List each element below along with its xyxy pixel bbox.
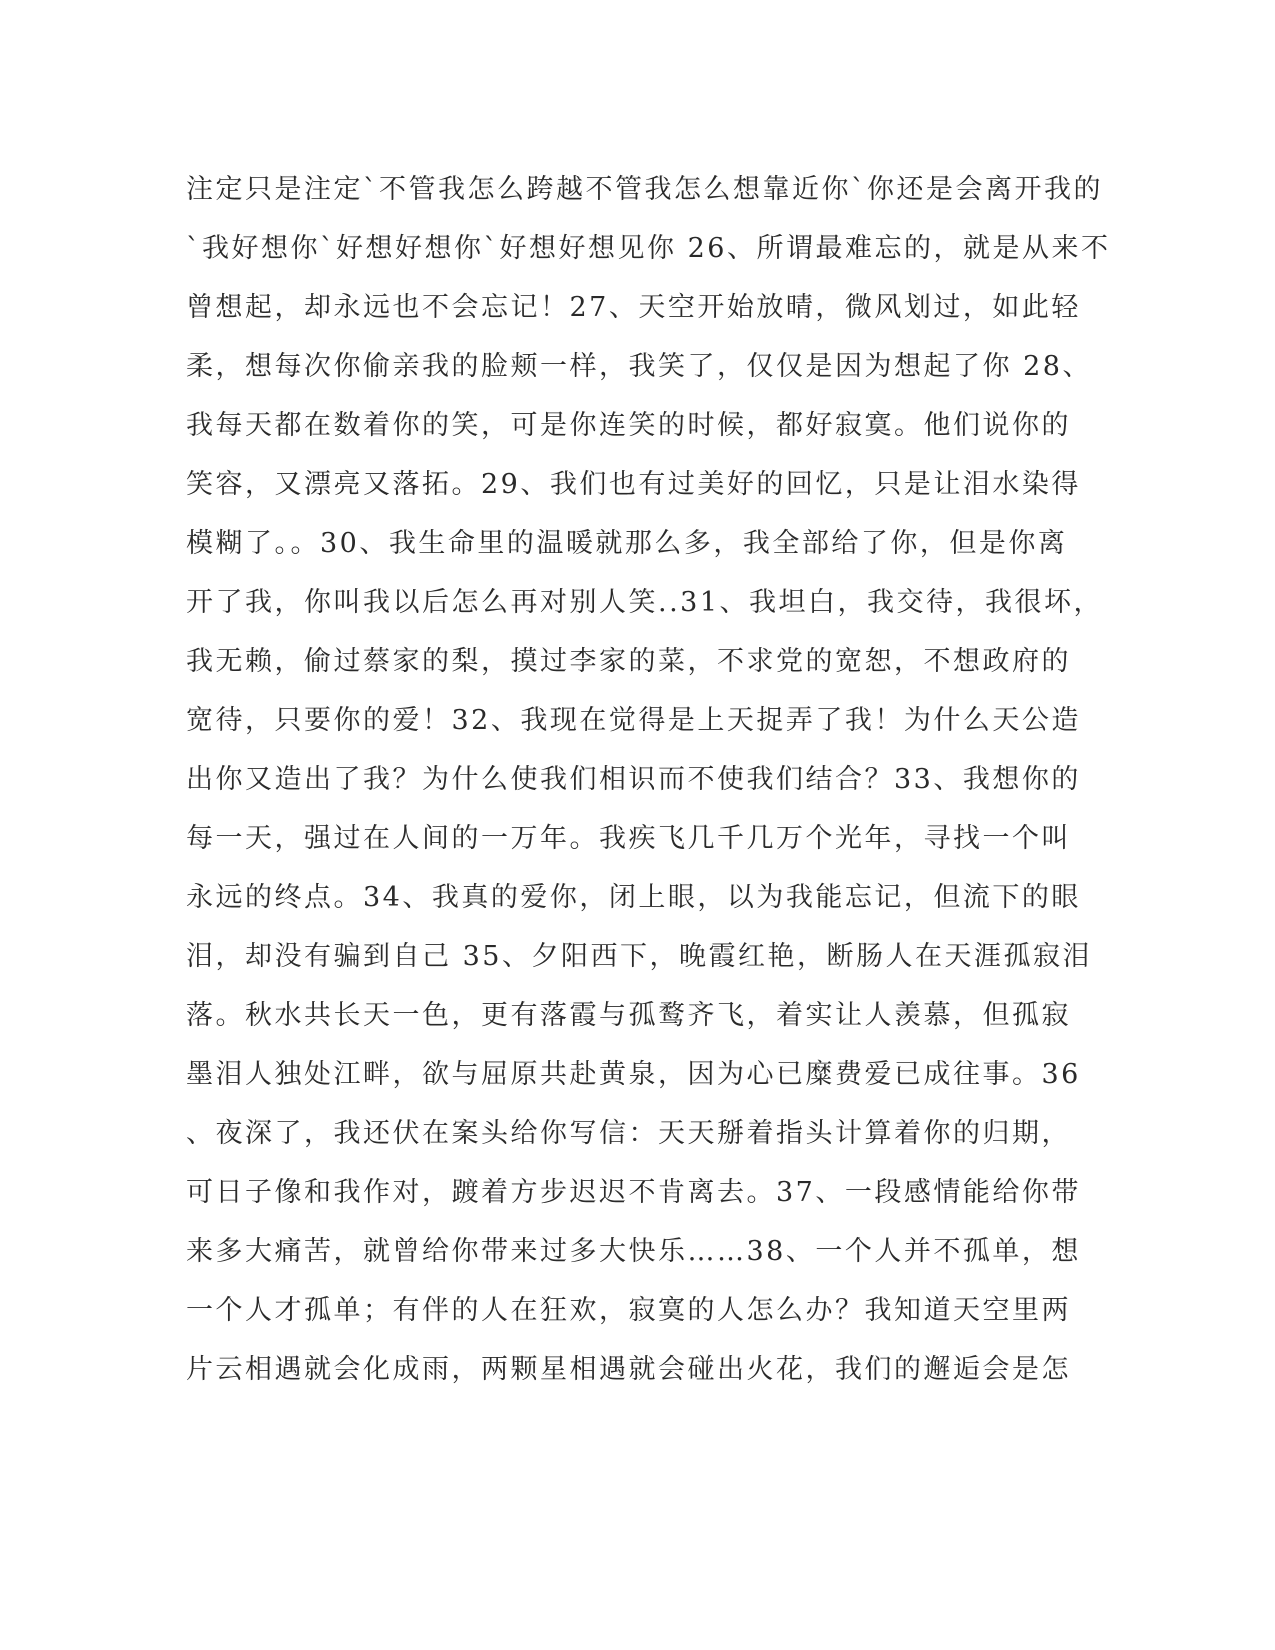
body-text <box>186 160 1111 1399</box>
text-line: 注定只是注定`不管我怎么跨越不管我怎么想靠近你`你还是会离开我的 <box>186 174 1103 205</box>
text-line: 笑容，又漂亮又落拓。29、我们也有过美好的回忆，只是让泪水染得 <box>186 469 1081 500</box>
text-line: `我好想你`好想好想你`好想好想见你 26、所谓最难忘的，就是从来不 <box>186 233 1111 264</box>
text-line: 出你又造出了我？为什么使我们相识而不使我们结合？33、我想你的 <box>186 764 1081 795</box>
text-line: 泪，却没有骗到自己 35、夕阳西下，晚霞红艳，断肠人在天涯孤寂泪 <box>186 941 1092 972</box>
text-line: 、夜深了，我还伏在案头给你写信：天天掰着指头计算着你的归期， <box>186 1118 1071 1149</box>
text-line: 开了我，你叫我以后怎么再对别人笑..31、我坦白，我交待，我很坏， <box>186 587 1104 618</box>
text-line: 永远的终点。34、我真的爱你，闭上眼，以为我能忘记，但流下的眼 <box>186 882 1081 913</box>
text-line: 我每天都在数着你的笑，可是你连笑的时候，都好寂寞。他们说你的 <box>186 410 1071 441</box>
text-line: 模糊了。。30、我生命里的温暖就那么多，我全部给了你，但是你离 <box>186 528 1068 559</box>
text-line: 落。秋水共长天一色，更有落霞与孤鹜齐飞，着实让人羡慕，但孤寂 <box>186 1000 1071 1031</box>
text-line: 宽待，只要你的爱！32、我现在觉得是上天捉弄了我！为什么天公造 <box>186 705 1081 736</box>
text-line: 我无赖，偷过蔡家的梨，摸过李家的菜，不求党的宽恕，不想政府的 <box>186 646 1071 677</box>
text-line: 可日子像和我作对，踱着方步迟迟不肯离去。37、一段感情能给你带 <box>186 1177 1081 1208</box>
text-line: 来多大痛苦，就曾给你带来过多大快乐……38、一个人并不孤单，想 <box>186 1236 1081 1267</box>
text-line: 片云相遇就会化成雨，两颗星相遇就会碰出火花，我们的邂逅会是怎 <box>186 1354 1071 1385</box>
text-line: 墨泪人独处江畔，欲与屈原共赴黄泉，因为心已糜费爱已成往事。36 <box>186 1059 1081 1090</box>
text-line: 一个人才孤单；有伴的人在狂欢，寂寞的人怎么办？我知道天空里两 <box>186 1295 1071 1326</box>
text-line: 每一天，强过在人间的一万年。我疾飞几千几万个光年，寻找一个叫 <box>186 823 1071 854</box>
text-line: 曾想起，却永远也不会忘记！27、天空开始放晴，微风划过，如此轻 <box>186 292 1081 323</box>
text-line: 柔，想每次你偷亲我的脸颊一样，我笑了，仅仅是因为想起了你 28、 <box>186 351 1092 382</box>
